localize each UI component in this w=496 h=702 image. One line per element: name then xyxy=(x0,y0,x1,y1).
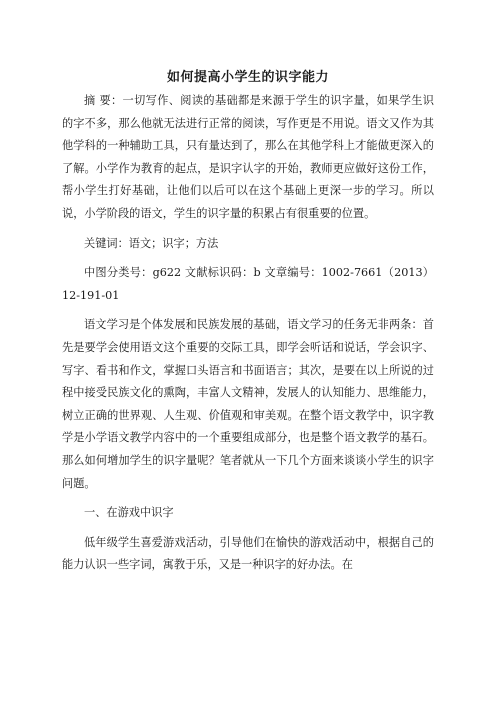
keywords-paragraph: 关键词：语文；识字；方法 xyxy=(84,236,219,250)
section-heading: 一、在游戏中识字 xyxy=(84,506,174,520)
intro-paragraph: 语文学习是个体发展和民族发展的基础，语文学习的任务无非两条：首先是要学会使用语文这个重要的交际工具，即学会听话和说话，学会识字、写字、看书和作文，掌握口头语言和书面语言；其次，是要在以上所说的过程中接受民族文化的熏陶，丰富人文精神，发展人的认知能力、思维能力，树立正确的世界观、人生观、价值观和审美观。在整个语文教学中，识字教学是小学语文教学内容中的一个重要组成部分，也是整个语文教学的基石。那么如何增加学生的识字量呢？笔者就从一下几个方面来谈谈小学生的识字问题。 xyxy=(62,318,434,490)
classification-paragraph: 中图分类号：g622 文献标识码：b 文章编号：1002-7661（2013）12-191-01 xyxy=(62,266,434,302)
page-title: 如何提高小学生的识字能力 xyxy=(166,70,329,85)
document-body xyxy=(62,90,434,584)
section-paragraph: 低年级学生喜爱游戏活动，引导他们在愉快的游戏活动中，根据自己的能力认识一些字词，寓教于乐，又是一种识字的好办法。在 xyxy=(62,535,434,572)
abstract-paragraph: 摘 要：一切写作、阅读的基础都是来源于学生的识字量，如果学生识的字不多，那么他就无法进行正常的阅读，写作更是不用说。语文又作为其他学科的一种辅助工具，只有量达到了，那么在其他学科上才能做更深入的了解。小学作为教育的起点，是识字认字的开始，教师更应做好这份工作，帮小学生打好基础，让他们以后可以在这个基础上更深一步的学习。所以说，小学阶段的语文，学生的识字量的积累占有很重要的位置。 xyxy=(62,94,434,220)
